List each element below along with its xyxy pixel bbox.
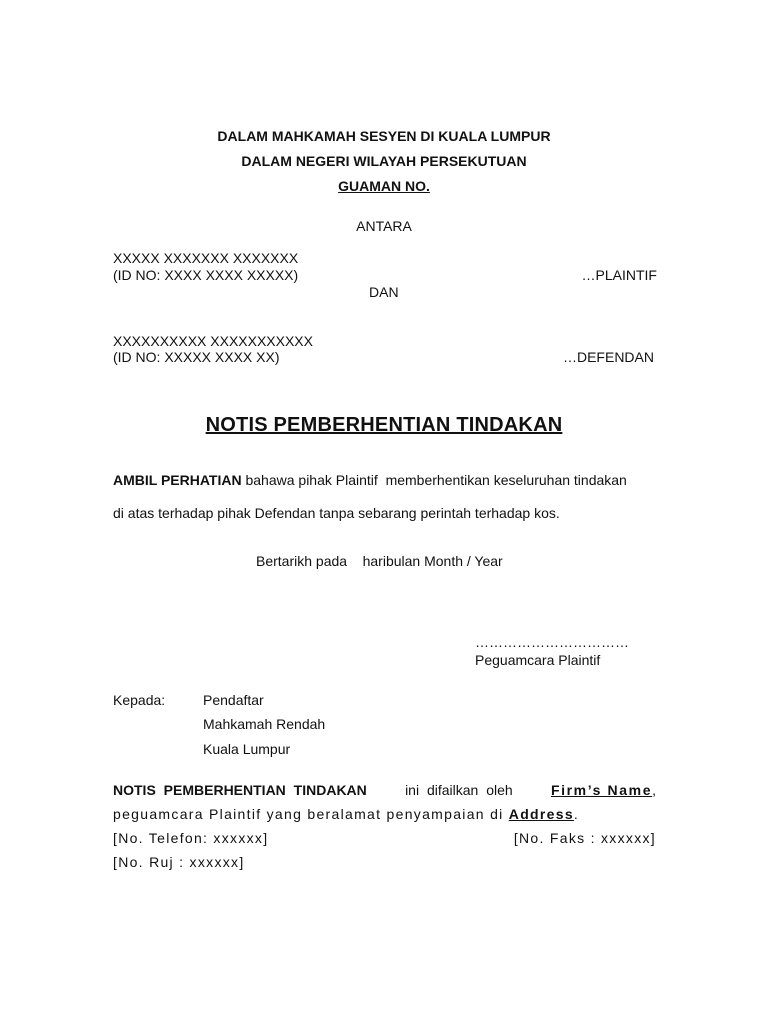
antara-label: ANTARA	[356, 218, 412, 234]
defendant-id: (ID NO: XXXXX XXXX XX)	[113, 349, 280, 365]
address-field: Address	[508, 806, 574, 822]
filing-firm-wrap	[551, 782, 656, 799]
kepada-label: Kepada:	[113, 692, 166, 708]
court-region-line: DALAM NEGERI WILAYAH PERSEKUTUAN	[241, 153, 527, 169]
defendant-name: XXXXXXXXXX XXXXXXXXXXX	[113, 333, 313, 349]
kepada-line-1: Pendaftar	[203, 692, 264, 708]
firm-comma: ,	[652, 782, 656, 798]
firm-name: Firm’s Name	[550, 782, 653, 798]
dated-line: Bertarikh pada haribulan Month / Year	[256, 553, 503, 569]
signature-label: Peguamcara Plaintif	[475, 652, 601, 668]
dan-label: DAN	[369, 284, 399, 300]
notice-lead: AMBIL PERHATIAN	[113, 472, 242, 488]
faks-field: [No. Faks : xxxxxx]	[513, 830, 656, 846]
filing-line-2	[113, 806, 579, 823]
notice-line-1	[113, 472, 627, 489]
filing-line-1	[113, 782, 656, 799]
court-name-line: DALAM MAHKAMAH SESYEN DI KUALA LUMPUR	[217, 128, 551, 144]
plaintiff-id: (ID NO: XXXX XXXX XXXXX)	[113, 267, 299, 283]
notice-line-1-text: bahawa pihak Plaintif memberhentikan keseluruhan tindakan	[241, 472, 627, 488]
signature-dots: ……………………………	[475, 634, 629, 650]
document-title: NOTIS PEMBERHENTIAN TINDAKAN	[205, 414, 563, 436]
defendant-role: …DEFENDAN	[562, 349, 654, 365]
plaintiff-name: XXXXX XXXXXXX XXXXXXX	[113, 250, 299, 266]
case-number-line: GUAMAN NO.	[338, 178, 430, 194]
ruj-field: [No. Ruj : xxxxxx]	[113, 854, 245, 870]
plaintiff-role: …PLAINTIF	[581, 267, 657, 283]
address-period: .	[573, 806, 580, 822]
filing-line-2-text: peguamcara Plaintif yang beralamat penyampaian di	[113, 806, 504, 822]
kepada-line-2: Mahkamah Rendah	[203, 716, 326, 732]
filing-title: NOTIS PEMBERHENTIAN TINDAKAN	[113, 782, 367, 798]
filing-mid: ini difailkan oleh	[405, 782, 513, 798]
notice-line-2: di atas terhadap pihak Defendan tanpa sebarang perintah terhadap kos.	[113, 505, 560, 521]
telefon-field: [No. Telefon: xxxxxx]	[113, 830, 269, 846]
kepada-line-3: Kuala Lumpur	[203, 741, 291, 757]
